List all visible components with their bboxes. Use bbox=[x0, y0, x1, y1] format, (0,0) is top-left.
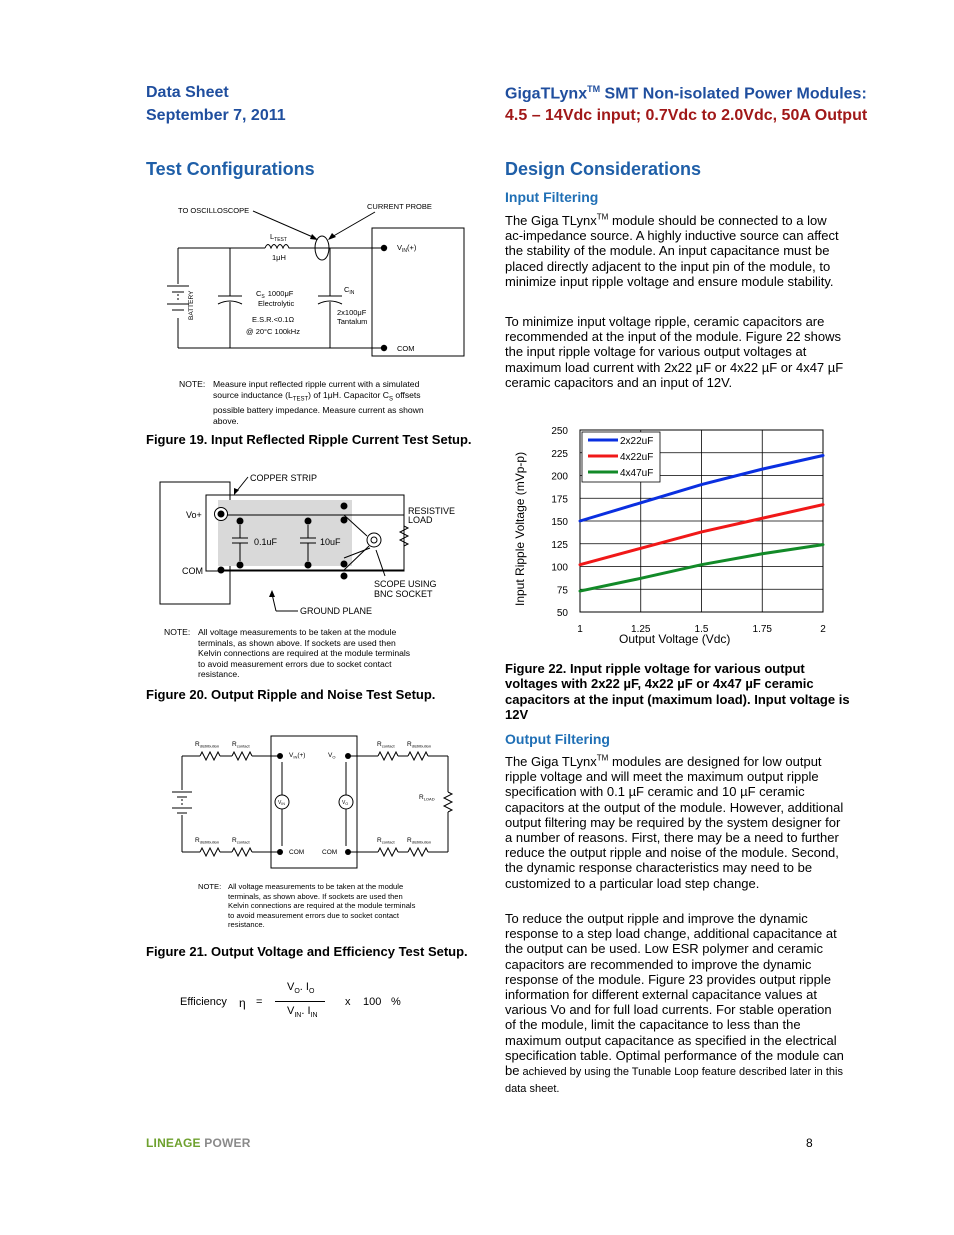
fig19-current-probe: CURRENT PROBE bbox=[367, 202, 432, 211]
fig19-ltest-value: 1μH bbox=[272, 253, 286, 262]
fig20-resistive-load-1: RESISTIVE bbox=[408, 506, 456, 516]
fig20-note: NOTE: All voltage measurements to be taken at the module terminals, as shown above. If sockets are used then Kelvin connections are required at the module terminals to avoid measurement errors due to socket contact resistance. bbox=[164, 627, 411, 680]
fig19-ltest-label: $L_{TEST}$ bbox=[270, 232, 287, 243]
fig21-vin-meter: $V_{IN}$ bbox=[278, 800, 285, 806]
chart-legend-label: 4x47uF bbox=[620, 468, 654, 479]
output-filtering-paragraph-2: To reduce the output ripple and improve the dynamic response to a step load change, additional capacitance at the output can be used. Low ESR polymer and ceramic capacitors are recommended to improve the dynamic response of the module. Figure 23 provides output ripple information for different external capacitance values at various Vo and for full load currents. For stable operation of the module, limit the capacitance to less than the maximum output capacitance as specified in the electrical specification table. Optimal performance of the module can be achieved by using the Tunable Loop feature described later in this data sheet. bbox=[505, 911, 844, 1096]
fig21-r-contact-br: $R_{contact}$ bbox=[377, 837, 395, 845]
fig20-com: COM bbox=[182, 566, 203, 576]
efficiency-label: Efficiency bbox=[180, 996, 227, 1008]
figure-20-schematic bbox=[158, 466, 478, 626]
fig19-vin-label: $V_{IN}(+)$ bbox=[397, 243, 417, 254]
chart-y-tick-label: 200 bbox=[551, 471, 568, 483]
header-product-spec: 4.5 – 14Vdc input; 0.7Vdc to 2.0Vdc, 50A Output bbox=[505, 107, 868, 124]
chart-y-tick-label: 100 bbox=[551, 562, 568, 574]
chart-x-tick-label: 1.25 bbox=[631, 624, 651, 635]
efficiency-hundred: 100 bbox=[363, 996, 382, 1008]
chart-x-tick-label: 1.5 bbox=[694, 624, 709, 635]
fig21-com-right: COM bbox=[322, 849, 338, 856]
subsection-input-filtering: Input Filtering bbox=[505, 189, 599, 205]
input-filtering-paragraph-1: The Giga TLynx™ module should be connected to a low ac-impedance source. A highly inductive source can affect the stability of the module. An input capacitance must be placed directly adjacent to the input pin of the module, to minimize input ripple voltage and ensure module stability. bbox=[505, 212, 839, 289]
efficiency-numerator: $V_O$. $I_O$ bbox=[287, 981, 315, 996]
fig20-scope-2: BNC SOCKET bbox=[374, 589, 433, 599]
fig21-r-contact-tl: $R_{contact}$ bbox=[232, 741, 250, 749]
header-product-title: GigaTLynx™ SMT Non-isolated Power Modules: bbox=[505, 84, 867, 103]
fig19-cs-cond: @ 20°C 100kHz bbox=[246, 327, 300, 336]
fig19-note: NOTE: Measure input reflected ripple current with a simulated source inductance $(L_{TEST})$ of 1μH. Capacitor $C_S$ offsets possible battery impedance. Measure current as shown above. bbox=[179, 379, 424, 426]
fig21-r-dist-br: $R_{distribution}$ bbox=[407, 837, 432, 845]
figure-21-schematic bbox=[168, 732, 468, 872]
fig21-r-dist-tl: $R_{distribution}$ bbox=[195, 741, 220, 749]
figure-19-caption: Figure 19. Input Reflected Ripple Current Test Setup. bbox=[146, 432, 472, 447]
fig21-r-contact-bl: $R_{contact}$ bbox=[232, 837, 250, 845]
fig21-vin-label: $V_{IN}(+)$ bbox=[289, 752, 306, 760]
chart-y-tick-label: 125 bbox=[551, 539, 568, 551]
fig21-r-load: $R_{LOAD}$ bbox=[419, 794, 435, 802]
chart-legend-label: 4x22uF bbox=[620, 452, 654, 463]
chart-y-tick-label: 250 bbox=[551, 426, 568, 437]
fig20-ground-plane: GROUND PLANE bbox=[300, 606, 373, 616]
fig19-cin-type: Tantalum bbox=[337, 317, 368, 326]
chart-x-tick-label: 1.75 bbox=[752, 624, 772, 635]
chart-y-tick-labels bbox=[551, 426, 568, 619]
fig21-r-dist-bl: $R_{distribution}$ bbox=[195, 837, 220, 845]
chart-y-tick-label: 150 bbox=[551, 517, 568, 528]
header-doc-type: Data Sheet bbox=[146, 84, 229, 101]
fig19-cs-esr: E.S.R.<0.1Ω bbox=[252, 315, 295, 324]
efficiency-fraction-bar bbox=[275, 1001, 325, 1002]
fig19-com-label: COM bbox=[397, 344, 415, 353]
fig21-note: NOTE: All voltage measurements to be taken at the module terminals, as shown above. If sockets are used then Kelvin connections are required at the module terminals to avoid measurement errors due to socket contact resistance. bbox=[198, 882, 416, 930]
chart-y-tick-label: 225 bbox=[551, 448, 568, 460]
chart-y-tick-label: 175 bbox=[551, 494, 568, 506]
figure-21-caption: Figure 21. Output Voltage and Efficiency Test Setup. bbox=[146, 944, 468, 959]
chart-legend bbox=[582, 432, 660, 482]
fig20-resistive-load-2: LOAD bbox=[408, 515, 433, 525]
fig20-c1: 0.1uF bbox=[254, 537, 278, 547]
chart-legend-label: 2x22uF bbox=[620, 436, 654, 447]
efficiency-eta: η bbox=[239, 996, 246, 1010]
fig19-cs-type: Electrolytic bbox=[258, 299, 295, 308]
chart-y-tick-label: 75 bbox=[556, 585, 568, 597]
section-title-design-considerations: Design Considerations bbox=[505, 159, 702, 179]
fig20-vo-plus: Vo+ bbox=[186, 510, 202, 520]
efficiency-equals: = bbox=[256, 996, 263, 1008]
fig19-cin-label: $C_{IN}$ bbox=[344, 285, 355, 296]
efficiency-denominator: $V_{IN}$. $I_{IN}$ bbox=[287, 1005, 318, 1020]
footer-brand: LINEAGE POWER bbox=[146, 1136, 251, 1150]
figure-22-chart bbox=[505, 420, 845, 652]
fig19-cin-value: 2x100μF bbox=[337, 308, 367, 317]
fig21-com-left: COM bbox=[289, 849, 305, 856]
fig21-r-contact-tr: $R_{contact}$ bbox=[377, 741, 395, 749]
section-title-test-configurations: Test Configurations bbox=[146, 159, 315, 179]
chart-y-axis-label: Input Ripple Voltage (mVp-p) bbox=[513, 451, 527, 606]
chart-x-axis-label: Output Voltage (Vdc) bbox=[619, 632, 731, 646]
footer-page-number: 8 bbox=[806, 1136, 813, 1150]
efficiency-percent: % bbox=[391, 996, 401, 1008]
fig20-scope-1: SCOPE USING bbox=[374, 579, 437, 589]
header-date: September 7, 2011 bbox=[146, 107, 286, 124]
fig19-battery: BATTERY bbox=[188, 290, 195, 320]
figure-20-caption: Figure 20. Output Ripple and Noise Test Setup. bbox=[146, 687, 436, 702]
subsection-output-filtering: Output Filtering bbox=[505, 731, 610, 747]
fig21-vo-meter: $V_O$ bbox=[342, 800, 349, 806]
chart-y-tick-label: 50 bbox=[556, 608, 568, 619]
chart-x-tick-label: 1 bbox=[577, 624, 583, 635]
efficiency-times: x bbox=[345, 996, 351, 1008]
input-filtering-paragraph-2: To minimize input voltage ripple, ceramic capacitors are recommended at the input of the module. Figure 22 shows the input ripple voltage for various output voltages at maximum load current with 2x22 µF or 4x22 µF or 4x47 µF ceramic capacitors and an input of 12V. bbox=[505, 314, 844, 390]
fig19-cs-label: $C_S$ 1000μF bbox=[256, 289, 294, 300]
fig19-to-oscilloscope: TO OSCILLOSCOPE bbox=[178, 206, 250, 215]
fig21-r-dist-tr: $R_{distribution}$ bbox=[407, 741, 432, 749]
fig20-c2: 10uF bbox=[320, 537, 341, 547]
fig21-vo-label: $V_O$ bbox=[328, 752, 336, 760]
output-filtering-paragraph-1: The Giga TLynx™ modules are designed for low output ripple voltage and will meet the maximum output ripple specification with 0.1 µF ceramic and 10 µF ceramic capacitors at the output of the module. However, additional output filtering may be required by the system designer for a number of reasons. First, there may be a need to further reduce the output ripple and noise of the module. Second, the dynamic response characteristics may need to be customized to a particular load step change. bbox=[505, 753, 844, 891]
figure-22-caption: Figure 22. Input ripple voltage for various output voltages with 2x22 µF, 4x22 µF or 4x47 µF ceramic capacitors at the input (maximum load). Input voltage is 12V bbox=[505, 661, 850, 723]
fig20-copper-strip: COPPER STRIP bbox=[250, 473, 318, 483]
chart-x-tick-label: 2 bbox=[820, 624, 826, 635]
